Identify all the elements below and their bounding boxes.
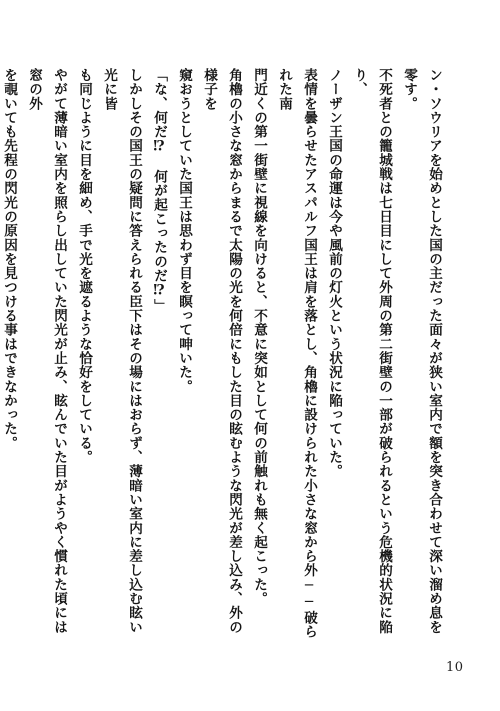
- text-column: 「な、何だ⁉ 何が起こったのだ⁉」: [151, 68, 167, 314]
- page-number: 10: [446, 660, 464, 675]
- text-column: やがて薄暗い室内を照らし出していた閃光が止み、眩んでいた目がようやく慣れた頃には窓の外: [26, 68, 67, 634]
- text-column: ノーザン王国の命運は今や風前の灯火という状況に陥っていた。: [326, 68, 342, 479]
- text-column: 表情を曇らせたアスパルフ国王は肩を落とし、角櫓に設けられた小さな窓から外──破られた南: [276, 68, 317, 639]
- text-column: 窺おうとしていた国王は思わず目を瞑って呻いた。: [176, 68, 192, 394]
- text-column: も同じように目を細め、手で光を遮るような恰好をしている。: [76, 68, 92, 465]
- text-column: ン・ソウリアを始めとした国の主だった面々が狭い室内で額を突き合わせて深い溜め息を零す。: [401, 68, 442, 634]
- text-column: 角櫓の小さな窓からまるで太陽の光を何倍にもした目の眩むような閃光が差し込み、外の様子を: [201, 68, 242, 634]
- text-column: しかしその国王の疑問に答えられる臣下はその場にはおらず、薄暗い室内に差し込む眩い光に皆: [101, 68, 142, 634]
- vertical-text-body: [1, 68, 446, 640]
- text-column: 門近くの第一街壁に視線を向けると、不意に突如として何の前触れも無く起こった。: [251, 68, 267, 606]
- text-column: を覗いても先程の閃光の原因を見つける事はできなかった。: [1, 68, 17, 451]
- text-column: 不死者との籠城戦は七日目にして外周の第二街壁の一部が破られるという危機的状況に陥り、: [351, 68, 392, 634]
